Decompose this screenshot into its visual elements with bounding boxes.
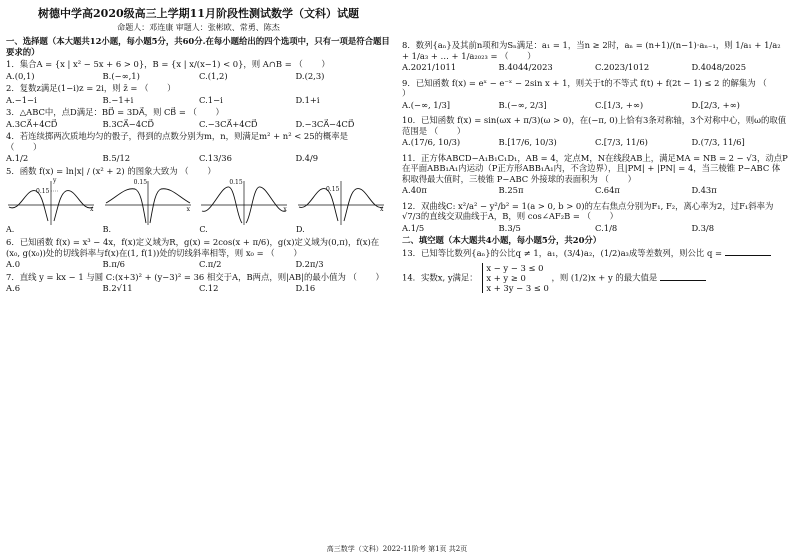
option-a: A.1/2: [6, 153, 29, 163]
question-5-graphs: [6, 177, 386, 235]
question-10-options: [402, 137, 788, 148]
option-a: A.2021/1011: [402, 62, 457, 72]
option-d: D.16: [295, 283, 316, 293]
constraint-system: [482, 263, 548, 293]
option-c: C.64π: [595, 185, 620, 195]
question-6: [6, 237, 392, 270]
graph-option-d: [296, 177, 386, 235]
question-4-options: [6, 153, 392, 164]
answer-paren: （ ）: [402, 77, 775, 98]
graph-b-plot: [103, 177, 193, 227]
graph-c-x-label: x: [283, 206, 287, 213]
option-a: A.1/5: [402, 222, 425, 233]
option-c: C.−3CA⃗+4CD⃗: [199, 118, 258, 129]
left-column: [6, 36, 392, 296]
answer-paren: （ ）: [6, 141, 50, 152]
graph-a-plot: [6, 177, 96, 227]
question-12-stem: 12．双曲线C: x²/a² − y²/b² = 1(a > 0, b > 0)的左右焦点分别为F₁, F₂，离心率为2，过F₁斜率为√7/3的直线交双曲线于A，B，则 cos∠AF₂B =: [402, 200, 774, 221]
question-4-stem: 4．若连续掷两次质地均匀的骰子，得到的点数分别为m，n，则满足m² + n² < 25的概率是: [6, 131, 349, 141]
answer-paren: （ ）: [500, 50, 544, 61]
answer-paren: （ ）: [180, 165, 224, 176]
right-column: [402, 40, 788, 295]
answer-blank[interactable]: [725, 255, 771, 256]
option-d: D.(7/3, 11/6]: [691, 137, 745, 147]
question-9: [402, 78, 788, 111]
answer-paren: （ ）: [140, 83, 184, 93]
graph-option-a: [6, 177, 96, 235]
graph-c-label: C.: [199, 225, 208, 234]
question-11-options: [402, 185, 788, 196]
question-12: [402, 201, 788, 234]
option-d: D.[2/3, +∞): [691, 99, 740, 110]
question-8: [402, 40, 788, 73]
option-d: D.1+i: [295, 94, 320, 105]
option-a: A.6: [6, 283, 21, 293]
question-9-options: [402, 100, 788, 111]
option-d: D.4/9: [295, 153, 319, 163]
answer-blank[interactable]: [660, 280, 706, 281]
option-c: C.12: [199, 283, 219, 293]
option-a: A.(0,1): [6, 70, 35, 81]
constraint-3: x + 3y − 3 ≤ 0: [486, 283, 549, 294]
option-d: D.(2,3): [295, 70, 325, 81]
graph-d-x-label: x: [379, 206, 384, 213]
option-b: B.25π: [498, 185, 524, 195]
constraint-2: x + y ≥ 0: [486, 273, 526, 284]
option-d: D.43π: [691, 185, 717, 195]
constraint-1: x − y − 3 ≤ 0: [486, 263, 544, 273]
graph-d-tick: 0.15: [325, 186, 340, 193]
option-c: C.1/8: [595, 222, 618, 233]
option-b: B.3/5: [498, 222, 521, 233]
section-fill-heading: 二、填空题（本大题共4小题，每小题5分，共20分）: [402, 235, 602, 245]
answer-paren: （ ）: [294, 59, 338, 69]
option-b: B.4044/2023: [498, 62, 553, 72]
option-c: C.[1/3, +∞): [595, 99, 644, 110]
graph-d-label: D.: [295, 225, 305, 234]
option-b: B.(−∞,1): [102, 70, 140, 81]
question-5-stem: 5．函数 f(x) = ln|x| / (x² + 2) 的图象大致为: [6, 165, 178, 176]
graph-a-label: A.: [6, 225, 15, 234]
option-c: C.π/2: [199, 259, 222, 269]
option-c: C.13/36: [199, 153, 232, 163]
option-b: B.π/6: [102, 259, 125, 269]
question-7: [6, 272, 392, 294]
option-d: D.3/8: [691, 222, 715, 233]
answer-paren: （ ）: [429, 125, 474, 136]
option-c: C.(1,2): [199, 70, 228, 81]
exam-subtitle: 命题人：邓连康 审题人：张彬欧、常勇、陈杰: [117, 23, 280, 32]
question-13: [402, 248, 788, 259]
option-b: B.(−∞, 2/3]: [498, 99, 547, 110]
answer-paren: （ ）: [348, 271, 392, 282]
question-10-stem: 10．已知函数 f(x) = sin(ωx + π/3)(ω > 0)，在(−π, 0)上恰有3条对称轴，3个对称中心，则ω的取值范围是: [402, 115, 787, 136]
question-2-options: [6, 95, 392, 106]
question-4: [6, 131, 392, 164]
question-3-stem: 3．△ABC中，点D满足：BD⃗ = 3DA⃗，则 CB⃗ =: [6, 107, 186, 117]
option-a: A.3CA⃗+4CD⃗: [6, 118, 58, 129]
option-b: B.2√11: [102, 283, 133, 293]
question-2-stem: 2．复数z满足(1−i)z = 2i，则 z̄ =: [6, 83, 138, 93]
option-d: D.4048/2025: [691, 62, 747, 72]
graph-d-plot: [296, 177, 386, 227]
question-11-stem: 11．正方体ABCD−A₁B₁C₁D₁，AB = 4，定点M，N在线段AB上，满足MA = NB = 2 − √3，动点P在平面ABB₁A₁内运动（P正方形ABB₁A₁内，不含边界），且|PM| + |PN| = 4，当三棱锥 P−ABC 体积取得最大值时，三棱锥 P−ABC 外接球的表面积为: [402, 152, 788, 184]
question-6-stem-2: (x₀, g(x₀))处的切线斜率与f(x)在(1, f(1))处的切线斜率相等，则 x₀ =: [6, 247, 264, 258]
question-7-stem: 7．直线 y = kx − 1 与圆 C:(x+3)² + (y−3)² = 36 相交于A，B两点，则|AB|的最小值为: [6, 271, 346, 282]
answer-paren: （ ）: [188, 107, 232, 117]
option-d: D.−3CA⃗−4CD⃗: [295, 118, 355, 129]
option-b: B.[17/6, 10/3): [498, 137, 557, 147]
graph-b-tick: 0.15: [133, 179, 148, 186]
question-14-stem: 14．实数x, y满足：: [402, 272, 478, 283]
option-b: B.−1+i: [102, 94, 134, 105]
question-1-options: [6, 71, 392, 82]
question-13-stem: 13．已知等比数列{aₙ}的公比q ≠ 1，a₁，(3/4)a₂，(1/2)a₃成等差数列，则公比 q =: [402, 247, 722, 258]
graph-c-tick: 0.15: [229, 179, 243, 186]
question-6-stem-1: 6．已知函数 f(x) = x³ − 4x，f(x)定义域为R，g(x) = 2cos(x + π/6)，g(x)定义域为(0,π)，f(x)在: [6, 237, 380, 247]
graph-c-plot: [199, 177, 289, 227]
graph-a-y-label: y: [53, 177, 57, 184]
question-8-stem: 8．数列{aₙ}及其前n项和为Sₙ满足：a₁ = 1，当n ≥ 2时，aₙ = (n+1)/(n−1)·aₙ₋₁，则 1/a₁ + 1/a₂ + 1/a₃ + … + 1/a₂₀₂₃ =: [402, 40, 781, 61]
page-footer: 高三数学（文科）2022-11阶考 第1页 共2页: [326, 545, 468, 554]
option-a: A.40π: [402, 185, 427, 195]
exam-title: 树德中学高2020级高三上学期11月阶段性测试数学（文科）试题: [38, 7, 359, 20]
graph-a-tick: 0.15: [36, 188, 50, 195]
question-14-tail: ，则 (1/2)x + y 的最大值是: [551, 272, 658, 283]
graph-b-label: B.: [102, 225, 112, 234]
option-c: C.[7/3, 11/6): [595, 137, 648, 147]
option-a: A.−1−i: [6, 94, 37, 105]
section-choice-heading: 一、选择题（本大题共12小题，每小题5分，共60分.在每小题给出的四个选项中，只有一项是符合题目要求的）: [6, 36, 390, 57]
question-11: [402, 153, 788, 196]
question-6-options: [6, 259, 392, 270]
option-a: A.(17/6, 10/3): [402, 137, 461, 147]
question-2: [6, 83, 392, 105]
question-8-options: [402, 62, 788, 73]
graph-option-c: [199, 177, 289, 235]
answer-paren: （ ）: [600, 173, 644, 184]
question-10: [402, 115, 788, 148]
option-a: A.(−∞, 1/3]: [402, 99, 451, 110]
option-d: D.2π/3: [295, 259, 324, 269]
question-9-stem: 9．已知函数 f(x) = eˣ − e⁻ˣ − 2sin x + 1，则关于t的不等式 f(t) + f(2t − 1) ≤ 2 的解集为: [402, 77, 756, 88]
question-1-stem: 1．集合A = {x | x² − 5x + 6 > 0}，B = {x | x/(x−1) < 0}，则 A∩B =: [6, 59, 292, 69]
question-12-options: [402, 223, 788, 234]
question-3-options: [6, 119, 392, 130]
option-c: C.2023/1012: [595, 62, 650, 72]
option-a: A.0: [6, 259, 21, 269]
option-b: B.5/12: [102, 153, 131, 163]
graph-a-x-label: x: [90, 206, 94, 213]
option-c: C.1−i: [199, 94, 223, 105]
answer-paren: （ ）: [266, 247, 310, 258]
question-3: [6, 107, 392, 129]
option-b: B.3CA⃗−4CD⃗: [102, 118, 154, 129]
answer-paren: （ ）: [582, 211, 626, 221]
question-5: [6, 166, 392, 236]
question-14: [402, 263, 788, 293]
question-1: [6, 59, 392, 81]
question-7-options: [6, 283, 392, 294]
graph-b-x-label: x: [186, 206, 191, 213]
graph-option-b: [103, 177, 193, 235]
